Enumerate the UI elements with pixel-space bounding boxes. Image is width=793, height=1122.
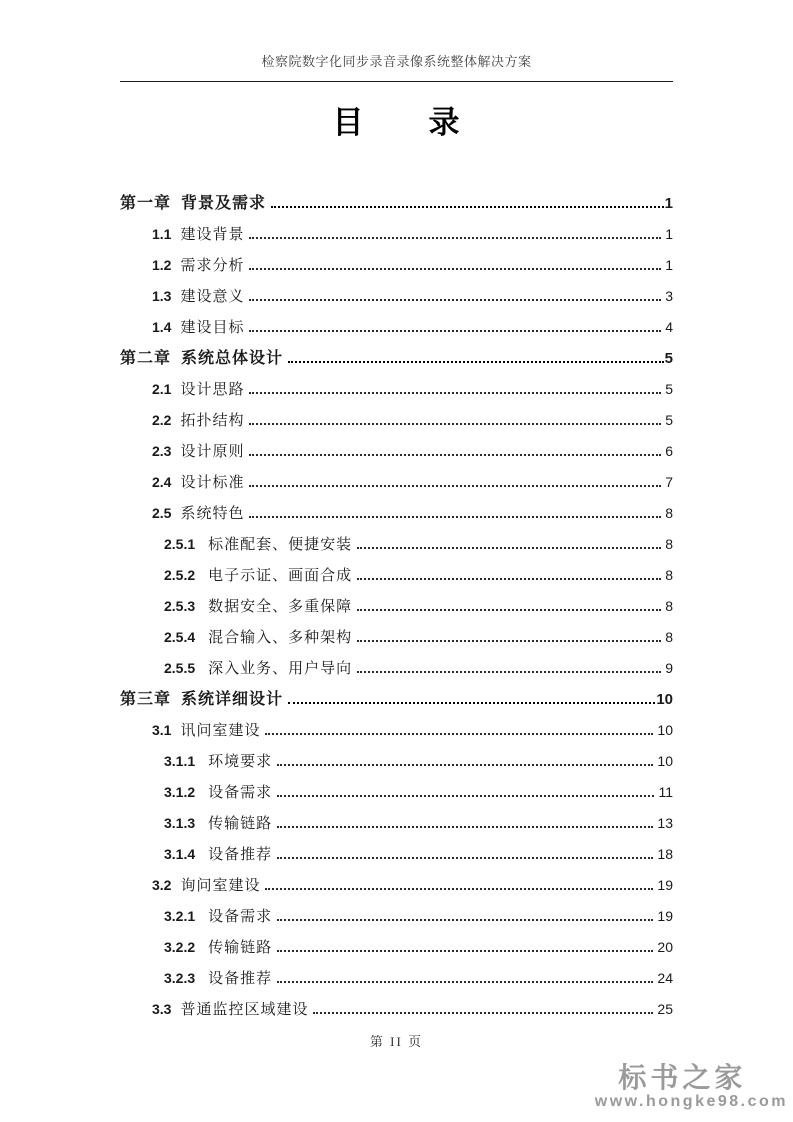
- toc-entry-page: 8: [665, 598, 673, 614]
- toc-entry-label: 设计标准: [180, 475, 245, 491]
- toc-entry-page: 5: [665, 412, 673, 428]
- toc-entry-label: 传输链路: [208, 940, 273, 956]
- toc-leader-dots: [277, 802, 653, 828]
- toc-entry-page: 8: [665, 567, 673, 583]
- toc-entry-page: 8: [665, 629, 673, 645]
- watermark-url: www.hongke98.com: [594, 1093, 788, 1110]
- toc-leader-dots: [249, 492, 661, 518]
- toc-entry-label: 设备需求: [208, 909, 273, 925]
- toc-leader-dots: [288, 337, 664, 363]
- toc-leader-dots: [249, 430, 661, 456]
- toc-leader-dots: [357, 585, 661, 611]
- toc-entry[interactable]: [120, 771, 673, 802]
- toc-entry-page: 1: [664, 195, 673, 212]
- toc-entry-number: 2.5.3: [164, 598, 196, 614]
- toc-entry-number: 第三章: [120, 691, 172, 708]
- toc-entry-label: 背景及需求: [181, 195, 267, 212]
- toc-leader-dots: [249, 306, 661, 332]
- toc-entry-number: 3.2.2: [164, 939, 196, 955]
- toc-entry-label: 数据安全、多重保障: [208, 599, 353, 615]
- toc-entry-page: 25: [657, 1001, 673, 1017]
- page-number-footer: 第 II 页: [369, 1034, 424, 1049]
- toc-entry-page: 5: [665, 381, 673, 397]
- toc-entry-page: 8: [665, 536, 673, 552]
- toc-leader-dots: [277, 895, 653, 921]
- toc-entry-page: 6: [665, 443, 673, 459]
- toc-entry-label: 系统详细设计: [181, 691, 284, 708]
- toc-list: [120, 182, 673, 1019]
- toc-entry-label: 拓扑结构: [180, 413, 245, 429]
- toc-entry-number: 第一章: [120, 195, 172, 212]
- toc-entry-number: 3.1.2: [164, 784, 196, 800]
- toc-entry-number: 第二章: [120, 350, 172, 367]
- toc-entry-number: 1.4: [152, 319, 172, 335]
- toc-leader-dots: [357, 554, 661, 580]
- toc-entry-label: 标准配套、便捷安装: [208, 537, 353, 553]
- watermark-logo-text: 标书之家: [618, 1062, 747, 1093]
- toc-entry-label: 系统特色: [180, 506, 245, 522]
- toc-entry[interactable]: [120, 864, 673, 895]
- toc-entry-label: 询问室建设: [180, 878, 261, 894]
- toc-entry-page: 3: [665, 288, 673, 304]
- toc-entry-page: 8: [665, 505, 673, 521]
- toc-entry-page: 19: [657, 877, 673, 893]
- toc-entry-number: 3.3: [152, 1001, 172, 1017]
- toc-entry-label: 设备需求: [208, 785, 273, 801]
- toc-entry-number: 2.5.4: [164, 629, 196, 645]
- toc-entry-page: 18: [657, 846, 673, 862]
- toc-entry-page: 4: [665, 319, 673, 335]
- watermark: [595, 1063, 788, 1110]
- toc-leader-dots: [271, 182, 664, 208]
- toc-entry[interactable]: [120, 585, 673, 616]
- toc-page-title: 目 录: [332, 105, 461, 140]
- toc-entry-label: 传输链路: [208, 816, 273, 832]
- toc-entry-label: 讯问室建设: [180, 723, 261, 739]
- toc-leader-dots: [265, 709, 653, 735]
- toc-entry-number: 3.1.4: [164, 846, 196, 862]
- toc-entry-label: 需求分析: [180, 258, 245, 274]
- toc-entry-number: 3.2: [152, 877, 172, 893]
- toc-leader-dots: [277, 957, 653, 983]
- toc-entry-page: 1: [665, 226, 673, 242]
- toc-entry-number: 2.5.1: [164, 536, 196, 552]
- toc-entry-number: 2.1: [152, 381, 172, 397]
- toc-leader-dots: [277, 833, 653, 859]
- toc-leader-dots: [357, 616, 661, 642]
- toc-entry-number: 3.1: [152, 722, 172, 738]
- toc-leader-dots: [313, 988, 653, 1014]
- toc-entry[interactable]: [120, 554, 673, 585]
- document-header-title: 检察院数字化同步录音录像系统整体解决方案: [261, 54, 532, 69]
- toc-leader-dots: [249, 368, 661, 394]
- toc-entry-label: 普通监控区域建设: [180, 1002, 309, 1018]
- toc-leader-dots: [288, 678, 655, 704]
- toc-entry-number: 2.5.5: [164, 660, 196, 676]
- toc-entry-number: 3.1.1: [164, 753, 196, 769]
- header-divider-line: [120, 81, 673, 82]
- toc-entry[interactable]: [120, 678, 673, 709]
- toc-entry[interactable]: [120, 647, 673, 678]
- toc-leader-dots: [265, 864, 653, 890]
- toc-entry-number: 2.4: [152, 474, 172, 490]
- toc-entry-page: 24: [657, 970, 673, 986]
- toc-entry-label: 设备推荐: [208, 971, 273, 987]
- toc-entry-label: 建设意义: [180, 289, 245, 305]
- toc-entry-page: 7: [665, 474, 673, 490]
- toc-entry-page: 10: [657, 753, 673, 769]
- toc-entry[interactable]: [120, 833, 673, 864]
- toc-entry-number: 2.5.2: [164, 567, 196, 583]
- toc-entry-number: 2.3: [152, 443, 172, 459]
- toc-entry-number: 1.1: [152, 226, 172, 242]
- toc-entry-label: 设备推荐: [208, 847, 273, 863]
- toc-entry-number: 3.1.3: [164, 815, 196, 831]
- toc-entry-page: 20: [657, 939, 673, 955]
- toc-leader-dots: [357, 647, 661, 673]
- toc-entry-label: 建设目标: [180, 320, 245, 336]
- toc-entry-number: 1.2: [152, 257, 172, 273]
- toc-entry-label: 建设背景: [180, 227, 245, 243]
- toc-entry-page: 10: [657, 722, 673, 738]
- toc-entry-number: 3.2.3: [164, 970, 196, 986]
- toc-entry[interactable]: [120, 988, 673, 1019]
- toc-entry-page: 5: [664, 350, 673, 367]
- toc-entry-number: 2.5: [152, 505, 172, 521]
- toc-entry-page: 19: [657, 908, 673, 924]
- toc-entry[interactable]: [120, 802, 673, 833]
- toc-entry-label: 设计原则: [180, 444, 245, 460]
- toc-entry[interactable]: [120, 957, 673, 988]
- toc-entry[interactable]: [120, 616, 673, 647]
- toc-entry-page: 10: [656, 691, 673, 708]
- toc-leader-dots: [357, 523, 661, 549]
- toc-leader-dots: [249, 275, 661, 301]
- toc-leader-dots: [249, 399, 661, 425]
- toc-entry-number: 1.3: [152, 288, 172, 304]
- toc-entry-number: 3.2.1: [164, 908, 196, 924]
- toc-entry-page: 11: [658, 784, 673, 800]
- toc-entry-label: 设计思路: [180, 382, 245, 398]
- toc-leader-dots: [249, 244, 661, 270]
- toc-entry-label: 电子示证、画面合成: [208, 568, 353, 584]
- toc-leader-dots: [249, 461, 661, 487]
- toc-entry-label: 混合输入、多种架构: [208, 630, 353, 646]
- toc-entry-label: 深入业务、用户导向: [208, 661, 353, 677]
- toc-entry-page: 9: [665, 660, 673, 676]
- toc-entry[interactable]: [120, 182, 673, 213]
- toc-entry-page: 13: [657, 815, 673, 831]
- toc-leader-dots: [277, 740, 653, 766]
- toc-leader-dots: [277, 771, 654, 797]
- toc-entry-number: 2.2: [152, 412, 172, 428]
- toc-entry-label: 系统总体设计: [181, 350, 284, 367]
- toc-leader-dots: [277, 926, 653, 952]
- toc-entry-label: 环境要求: [208, 754, 273, 770]
- toc-entry-page: 1: [665, 257, 673, 273]
- toc-entry[interactable]: [120, 926, 673, 957]
- toc-leader-dots: [249, 213, 661, 239]
